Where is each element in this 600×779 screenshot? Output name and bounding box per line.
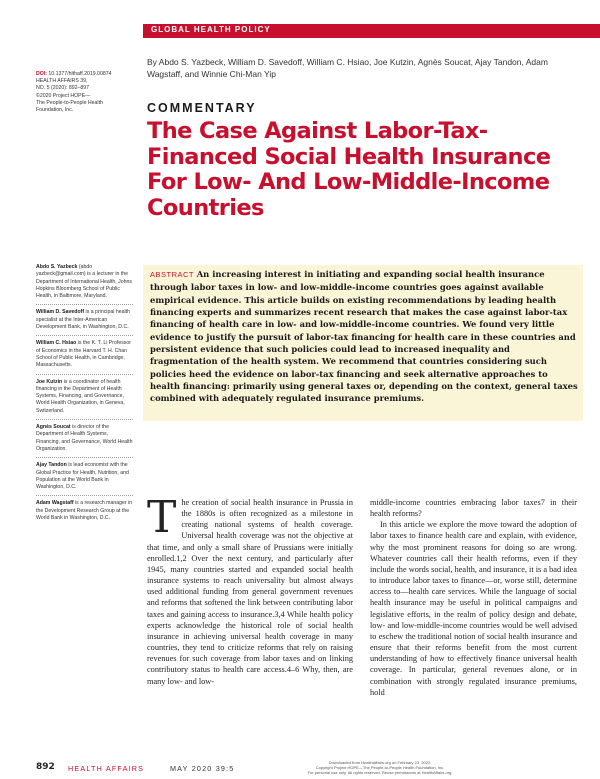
section-heading: COMMENTARY: [147, 101, 257, 115]
journal-volume: HEALTH AFFAIRS 39,: [36, 78, 88, 85]
download-line-3: For personal use only. All rights reserved. Reuse permissions at HealthAffairs.org.: [307, 770, 453, 775]
download-line-1: Downloaded from HealthAffairs.org on February 23, 2022.: [328, 760, 432, 765]
body-column-1: [147, 492, 353, 687]
body-paragraph: In this article we explore the move toward the adoption of labor taxes to finance health care and explain, with evidence, why the most prominent reasons for doing so are wrong. Whatever countries call their health reforms, even if they include the words social, health, and insurance, it is a bad idea to introduce labor taxes to finance—or, worse still, determine access to—health care services. While the language of social health insurance may be useful in political campaigns and legislative efforts, in the realm of policy design and debate, low- and low-middle-income countries would be well advised to eschew the traditional notion of social health insurance and ensure that their reforms benefit from the most current understanding of how to effectively finance universal health coverage. In particular, general revenues alone, or in combination with strongly regulated insurance premiums, hold: [370, 520, 577, 697]
page-number: 892: [36, 762, 55, 772]
drop-cap: T: [147, 492, 177, 543]
bio-name: William C. Hsiao: [36, 340, 77, 347]
bio-text: is the K. T. Li Professor of Economics in the Harvard T. H. Chan School of Public Health, in Cambridge, Massachusetts.: [36, 340, 132, 369]
journal-issue: NO. 5 (2020): 892–897: [36, 85, 90, 92]
article-meta: [36, 71, 131, 114]
author-bios: [36, 264, 133, 530]
bio-name: Adam Wagstaff: [36, 500, 74, 507]
abstract-text: An increasing interest in initiating and expanding social health insurance through labor taxes in low- and low-middle-income countries goes against available empirical evidence. This article builds on existing recommendations by leading health financing experts and summarizes recent research that makes the case against labor-tax financing of health care in low- and low-middle-income countries. We found very little evidence to justify the pursuit of labor-tax financing for health care in these countries and persistent evidence that such policies could lead to increased inequality and fragmentation of the health system. We recommend that countries considering such policies heed the evidence on labor-tax financing and seek alternative approaches to health financing: primarily using general taxes or, depending on the context, general taxes combined with adequately regulated insurance premiums.: [150, 269, 578, 404]
author-bio: [36, 424, 133, 458]
banner-label: GLOBAL HEALTH POLICY: [151, 25, 271, 34]
author-list: By Abdo S. Yazbeck, William D. Savedoff, William C. Hsiao, Joe Kutzin, Agnès Soucat, Ajay Tandon, Adam Wagstaff, and Winnie Chi-Man Yip: [147, 57, 548, 79]
author-bio: [36, 309, 133, 336]
download-notice: [250, 760, 510, 775]
bio-text: is a research manager in the Development Research Group at the World Bank in Washington, D.C.: [36, 500, 133, 522]
author-bio: [36, 340, 133, 374]
bio-text: is a coordinator of health financing in the Department of Health Systems, Financing, and Governance, World Health Organization, in Geneva, Switzerland.: [36, 378, 125, 414]
body-column-2: [370, 497, 577, 698]
abstract-label: ABSTRACT: [150, 270, 195, 279]
doi-value[interactable]: 10.1377/hlthaff.2019.00874: [48, 71, 112, 77]
body-paragraph: he creation of social health insurance in Prussia in the 1880s is often recognized as a milestone in creating national systems of health coverage. Universal health coverage was not the objective at that time, and only a small share of Prussians were initially enrolled.1,2 Over the next century, and particularly after 1945, many countries started and expanded social health insurance systems to reach universality but almost always used additional funding from general government revenues and reforms that softened the link between contributing labor taxes and gaining access to insurance.3,4 While health policy experts acknowledge the historical role of social health insurance in achieving universal health coverage in many countries, they tend to criticize reforms that rely on raising revenues for such coverage from labor taxes and on linking contributory status to health care access.4–6 Why, then, are many low- and low-: [147, 498, 353, 686]
bio-text: is director of the Department of Health Systems, Financing, and Governance, World Health Organization.: [36, 424, 133, 452]
bio-text: is lead economist with the Global Practice for Health, Nutrition, and Population at the World Bank in Washington, D.C.: [36, 462, 129, 491]
author-bio: [36, 264, 133, 305]
bio-text: is a principal health specialist at the Inter-American Development Bank, in Washington, D.C.: [36, 309, 130, 331]
publisher-line-1: The People-to-People Health: [36, 99, 103, 106]
publisher-line-2: Foundation, Inc.: [36, 107, 74, 114]
footer-date: MAY 2020 39:5: [170, 764, 235, 773]
download-line-2: Copyright Project HOPE—The People-to-People Health Foundation, Inc.: [315, 765, 445, 770]
author-bio: [36, 379, 133, 420]
abstract: [150, 268, 580, 405]
doi-label: DOI:: [36, 71, 47, 77]
copyright: ©2020 Project HOPE—: [36, 92, 91, 99]
section-banner: [143, 24, 600, 38]
article-title: The Case Against Labor-Tax-Financed Social Health Insurance For Low- And Low-Middle-Income Countries: [147, 118, 551, 221]
footer-journal: HEALTH AFFAIRS: [68, 764, 145, 773]
body-paragraph: middle-income countries embracing labor taxes7 in their health reforms?: [370, 498, 577, 519]
author-bio: [36, 500, 133, 526]
bio-name: Joe Kutzin: [36, 378, 63, 385]
author-bio: [36, 462, 133, 496]
bio-text: (abdo yazbeck@gmail.com) is a lecturer in the Department of International Health, Johns Hopkins Bloomberg School of Public Health, in Baltimore, Maryland.: [36, 264, 133, 300]
bio-name: William D. Savedoff: [36, 309, 85, 316]
bio-name: Abdo S. Yazbeck: [36, 264, 78, 270]
bio-name: Agnès Soucat: [36, 424, 71, 431]
bio-name: Ajay Tandon: [36, 462, 67, 469]
